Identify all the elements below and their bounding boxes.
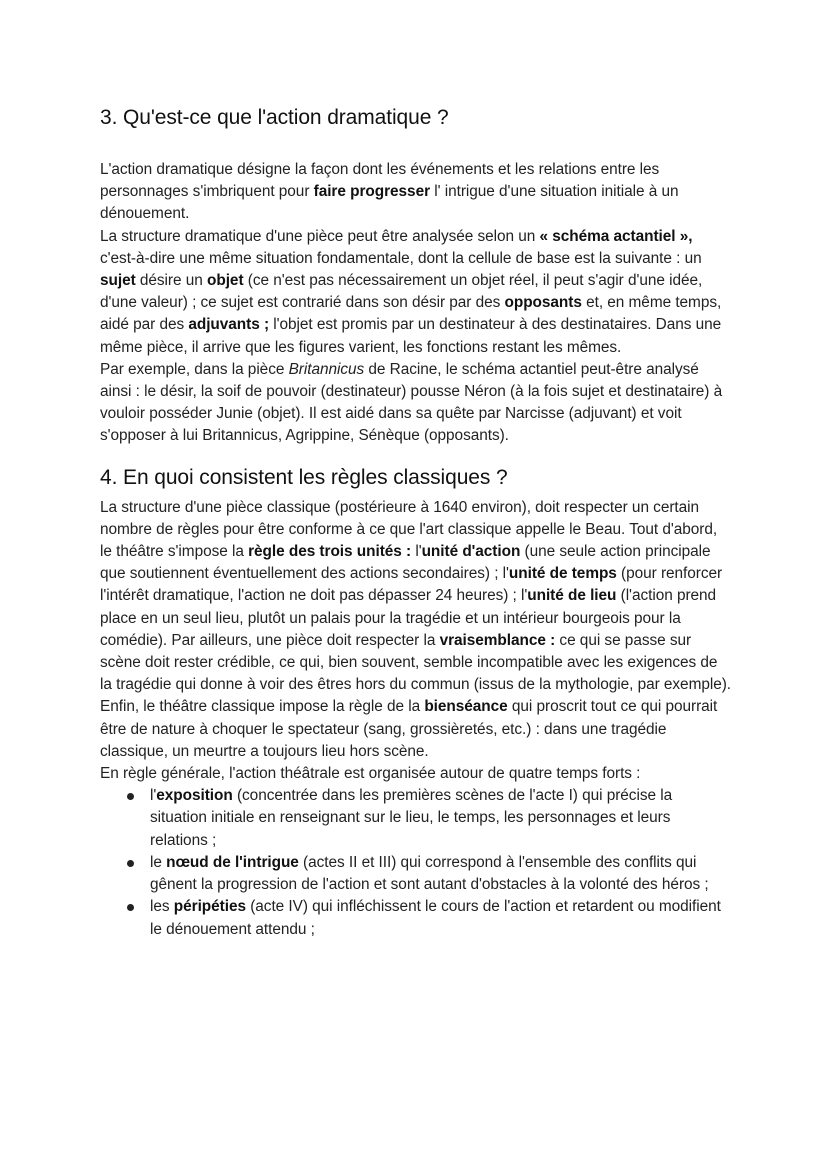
bold-term: « schéma actantiel », — [539, 227, 693, 245]
bold-term: adjuvants ; — [188, 316, 270, 334]
text-run: l' — [150, 787, 157, 805]
text-run: L'action dramatique désigne la façon dont les événements et les relations entre les personnages s'imbriquent pour — [100, 161, 660, 201]
section-3-paragraph-1 — [100, 159, 732, 226]
bold-term: opposants — [504, 294, 582, 312]
bold-term: exposition — [156, 787, 233, 805]
text-run: l' — [411, 543, 422, 561]
text-run: l'objet est promis par un destinateur à des destinataires. Dans une même pièce, il arrive que les figures varient, les fonctions restant les mêmes. — [100, 316, 722, 356]
bullet-icon — [127, 860, 134, 867]
bold-term: sujet — [100, 272, 136, 290]
bullet-icon — [127, 904, 134, 911]
section-3-paragraph-2 — [100, 226, 732, 359]
temps-forts-list — [100, 785, 732, 940]
text-run: La structure dramatique d'une pièce peut être analysée selon un — [100, 227, 540, 245]
text-run: (pour renforcer l'intérêt dramatique, l'action ne doit pas dépasser 24 heures) ; l' — [100, 565, 723, 605]
bold-term: bienséance — [424, 698, 508, 716]
bold-term: unité d'action — [421, 543, 521, 561]
bold-term: péripéties — [173, 898, 246, 916]
section-4-heading: 4. En quoi consistent les règles classiques ? — [100, 465, 508, 489]
document-content — [100, 104, 732, 941]
list-item — [100, 785, 732, 852]
bold-term: unité de temps — [508, 565, 617, 583]
text-run: l' intrigue d'une situation initiale à un dénouement. — [100, 183, 679, 223]
text-run: c'est-à-dire une même situation fondamentale, dont la cellule de base est la suivante : un — [100, 249, 702, 267]
text-run: et, en même temps, aidé par des — [100, 294, 722, 334]
list-item — [100, 896, 732, 940]
section-4-paragraph-1 — [100, 497, 732, 763]
text-run: le — [150, 853, 167, 871]
text-run: (actes II et III) qui correspond à l'ensemble des conflits qui gênent la progression de l'action et sont autant d'obstacles à la volonté des héros ; — [150, 853, 709, 894]
text-run: ce qui se passe sur scène doit rester crédible, ce qui, bien souvent, semble incompatible avec les exigences de la tragédie qui donne à voir des êtres hors du commun (issus de la mythologie, par exemple). Enfin, le théâtre classique impose la règle de la — [100, 631, 732, 716]
section-4-paragraph-2: En règle générale, l'action théâtrale est organisée autour de quatre temps forts : — [100, 765, 641, 783]
text-run: de Racine, le schéma actantiel peut-être analysé ainsi : le désir, la soif de pouvoir (destinateur) pousse Néron (à la fois sujet et destinataire) à vouloir posséder Junie (objet). Il est aidé dans sa quête par Narcisse (adjuvant) et voit s'opposer à lui Britannicus, Agrippine, Sénèque (opposants). — [100, 360, 723, 445]
section-3-heading: 3. Qu'est-ce que l'action dramatique ? — [100, 106, 449, 129]
bold-term: unité de lieu — [527, 587, 617, 605]
text-run: les — [150, 898, 174, 916]
bullet-icon — [127, 793, 134, 800]
bold-term: vraisemblance : — [439, 631, 556, 649]
bold-term: objet — [207, 272, 244, 290]
text-run: (une seule action principale que soutiennent éventuellement des actions secondaires) ; l' — [100, 543, 711, 583]
text-run: (ce n'est pas nécessairement un objet réel, il peut s'agir d'une idée, d'une valeur) ; ce sujet est contrarié dans son désir par des — [100, 272, 703, 312]
text-run: (acte IV) qui infléchissent le cours de l'action et retardent ou modifient le dénouement attendu ; — [150, 898, 721, 938]
text-run: (concentrée dans les premières scènes de l'acte I) qui précise la situation initiale en renseignant sur le lieu, le temps, les personnages et leurs relations ; — [150, 787, 673, 849]
text-run: (l'action prend place en un seul lieu, plutôt un palais pour la tragédie et un intérieur bourgeois pour la comédie). Par ailleurs, une pièce doit respecter la — [100, 587, 717, 649]
text-run: désire un — [135, 272, 207, 290]
text-run: La structure d'une pièce classique (postérieure à 1640 environ), doit respecter un certain nombre de règles pour être conforme à ce que l'art classique appelle le Beau. Tout d'abord, le théâtre s'impose la — [100, 498, 718, 561]
text-run: Par exemple, dans la pièce — [100, 360, 289, 378]
bold-term: faire progresser — [313, 183, 431, 201]
italic-title: Britannicus — [288, 360, 365, 378]
section-3-paragraph-3 — [100, 359, 732, 448]
list-item — [100, 852, 732, 896]
bold-term: nœud de l'intrigue — [166, 853, 299, 871]
text-run: qui proscrit tout ce qui pourrait être de nature à choquer le spectateur (sang, grossièretés, etc.) : dans une tragédie classique, un meurtre a toujours lieu hors scène. — [100, 698, 718, 760]
bold-term: règle des trois unités : — [248, 543, 412, 561]
